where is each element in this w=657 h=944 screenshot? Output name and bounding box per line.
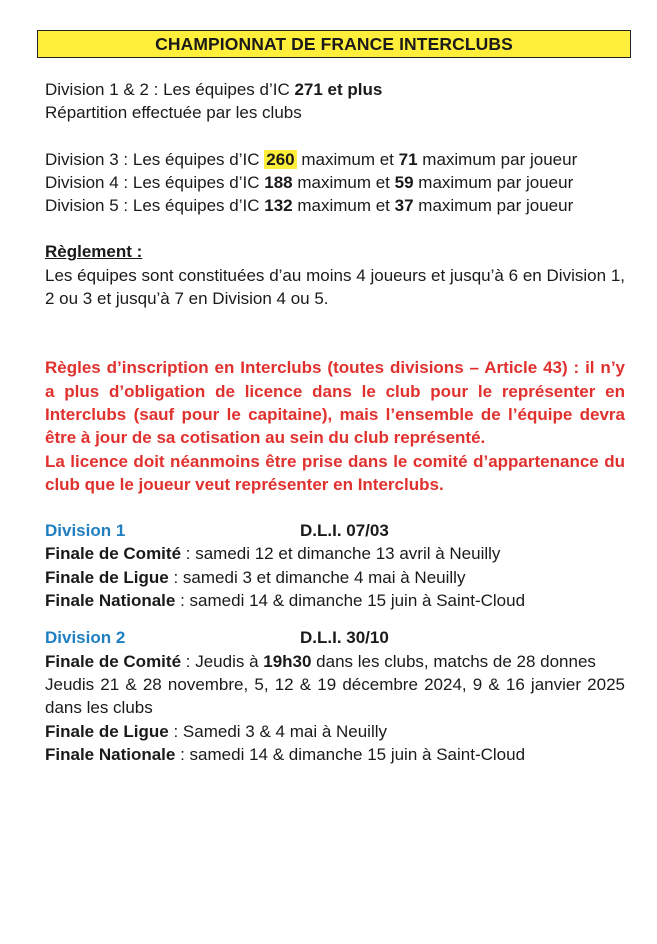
division-1-2-ic: 271 et plus xyxy=(294,80,383,99)
division-1-comite-text: : samedi 12 et dimanche 13 avril à Neuilly xyxy=(181,544,501,564)
division-1-ligue-label: Finale de Ligue xyxy=(45,567,169,587)
division-3-line xyxy=(45,148,625,171)
division-1-nationale-text: : samedi 14 & dimanche 15 juin à Saint-Cloud xyxy=(175,591,526,611)
division-4-mid: maximum et xyxy=(292,172,395,192)
division-3-mid: maximum et xyxy=(296,149,399,169)
division-2-nationale xyxy=(45,743,625,766)
division-5-max: 37 xyxy=(394,196,414,216)
division-2-nationale-label: Finale Nationale xyxy=(45,744,176,764)
division-1-header xyxy=(45,519,625,542)
rules-paragraph-2: La licence doit néanmoins être prise dans le comité d’appartenance du club que le joueur veut représenter en Interclubs. xyxy=(45,451,625,494)
division-2-dli: D.L.I. 30/10 xyxy=(300,628,389,648)
division-3-text: Division 3 : Les équipes d’IC xyxy=(45,149,265,169)
division-1-nationale-label: Finale Nationale xyxy=(45,591,176,611)
division-3-ic: 260 xyxy=(266,149,295,169)
reglement-heading: Règlement : xyxy=(45,242,143,262)
division-2-comite-text-a: : Jeudis à xyxy=(181,651,264,671)
reglement-text: Les équipes sont constituées d’au moins 4 joueurs et jusqu’à 6 en Division 1, 2 ou 3 et jusqu’à 7 en Division 4 ou 5. xyxy=(45,265,625,309)
division-5-text: Division 5 : Les équipes d’IC xyxy=(45,196,265,216)
division-4-max: 59 xyxy=(394,172,414,192)
division-1-comite-label: Finale de Comité xyxy=(45,544,182,564)
repartition-line: Répartition effectuée par les clubs xyxy=(45,103,302,123)
division-2-nationale-text: : samedi 14 & dimanche 15 juin à Saint-Cloud xyxy=(175,744,526,764)
division-4-ic: 188 xyxy=(264,172,293,192)
division-2-dates: Jeudis 21 & 28 novembre, 5, 12 & 19 décembre 2024, 9 & 16 janvier 2025 dans les clubs xyxy=(45,674,625,718)
division-2-comite-time: 19h30 xyxy=(263,651,312,671)
division-2-comite-text-b: dans les clubs, matchs de 28 donnes xyxy=(311,651,596,671)
division-2-title: Division 2 xyxy=(45,628,126,648)
division-2-comite-label: Finale de Comité xyxy=(45,651,182,671)
division-5-mid: maximum et xyxy=(292,196,395,216)
rules-paragraph-1: Règles d’inscription en Interclubs (toutes divisions – Article 43) : il n’y a plus d’obligation de licence dans le club pour le représenter en Interclubs (sauf pour le capitaine), mais l’ensemble de l’équipe devra être à jour de sa cotisation au sein du club représenté. xyxy=(45,358,625,448)
division-1-2-text: Division 1 & 2 : Les équipes d’IC xyxy=(45,80,295,99)
content xyxy=(45,78,625,766)
division-5-ic: 132 xyxy=(264,196,293,216)
division-1-dli: D.L.I. 07/03 xyxy=(300,521,389,541)
division-5-suffix: maximum par joueur xyxy=(413,196,574,216)
division-1-nationale xyxy=(45,589,625,612)
division-2-ligue xyxy=(45,720,625,743)
page-title: CHAMPIONNAT DE FRANCE INTERCLUBS xyxy=(155,33,513,54)
division-2-ligue-text: : Samedi 3 & 4 mai à Neuilly xyxy=(168,721,388,741)
division-2-ligue-label: Finale de Ligue xyxy=(45,721,169,741)
division-3-suffix: maximum par joueur xyxy=(417,149,578,169)
division-2-header xyxy=(45,626,625,649)
division-3-max: 71 xyxy=(398,149,418,169)
division-1-ligue xyxy=(45,566,625,589)
division-5-line xyxy=(45,194,625,217)
division-4-line xyxy=(45,171,625,194)
division-1-comite xyxy=(45,542,625,565)
division-4-suffix: maximum par joueur xyxy=(413,172,574,192)
division-1-ligue-text: : samedi 3 et dimanche 4 mai à Neuilly xyxy=(168,567,466,587)
division-4-text: Division 4 : Les équipes d’IC xyxy=(45,172,265,192)
division-1-2-line xyxy=(45,78,625,101)
title-banner xyxy=(37,30,631,58)
division-1-title: Division 1 xyxy=(45,521,126,541)
division-2-comite xyxy=(45,650,625,673)
